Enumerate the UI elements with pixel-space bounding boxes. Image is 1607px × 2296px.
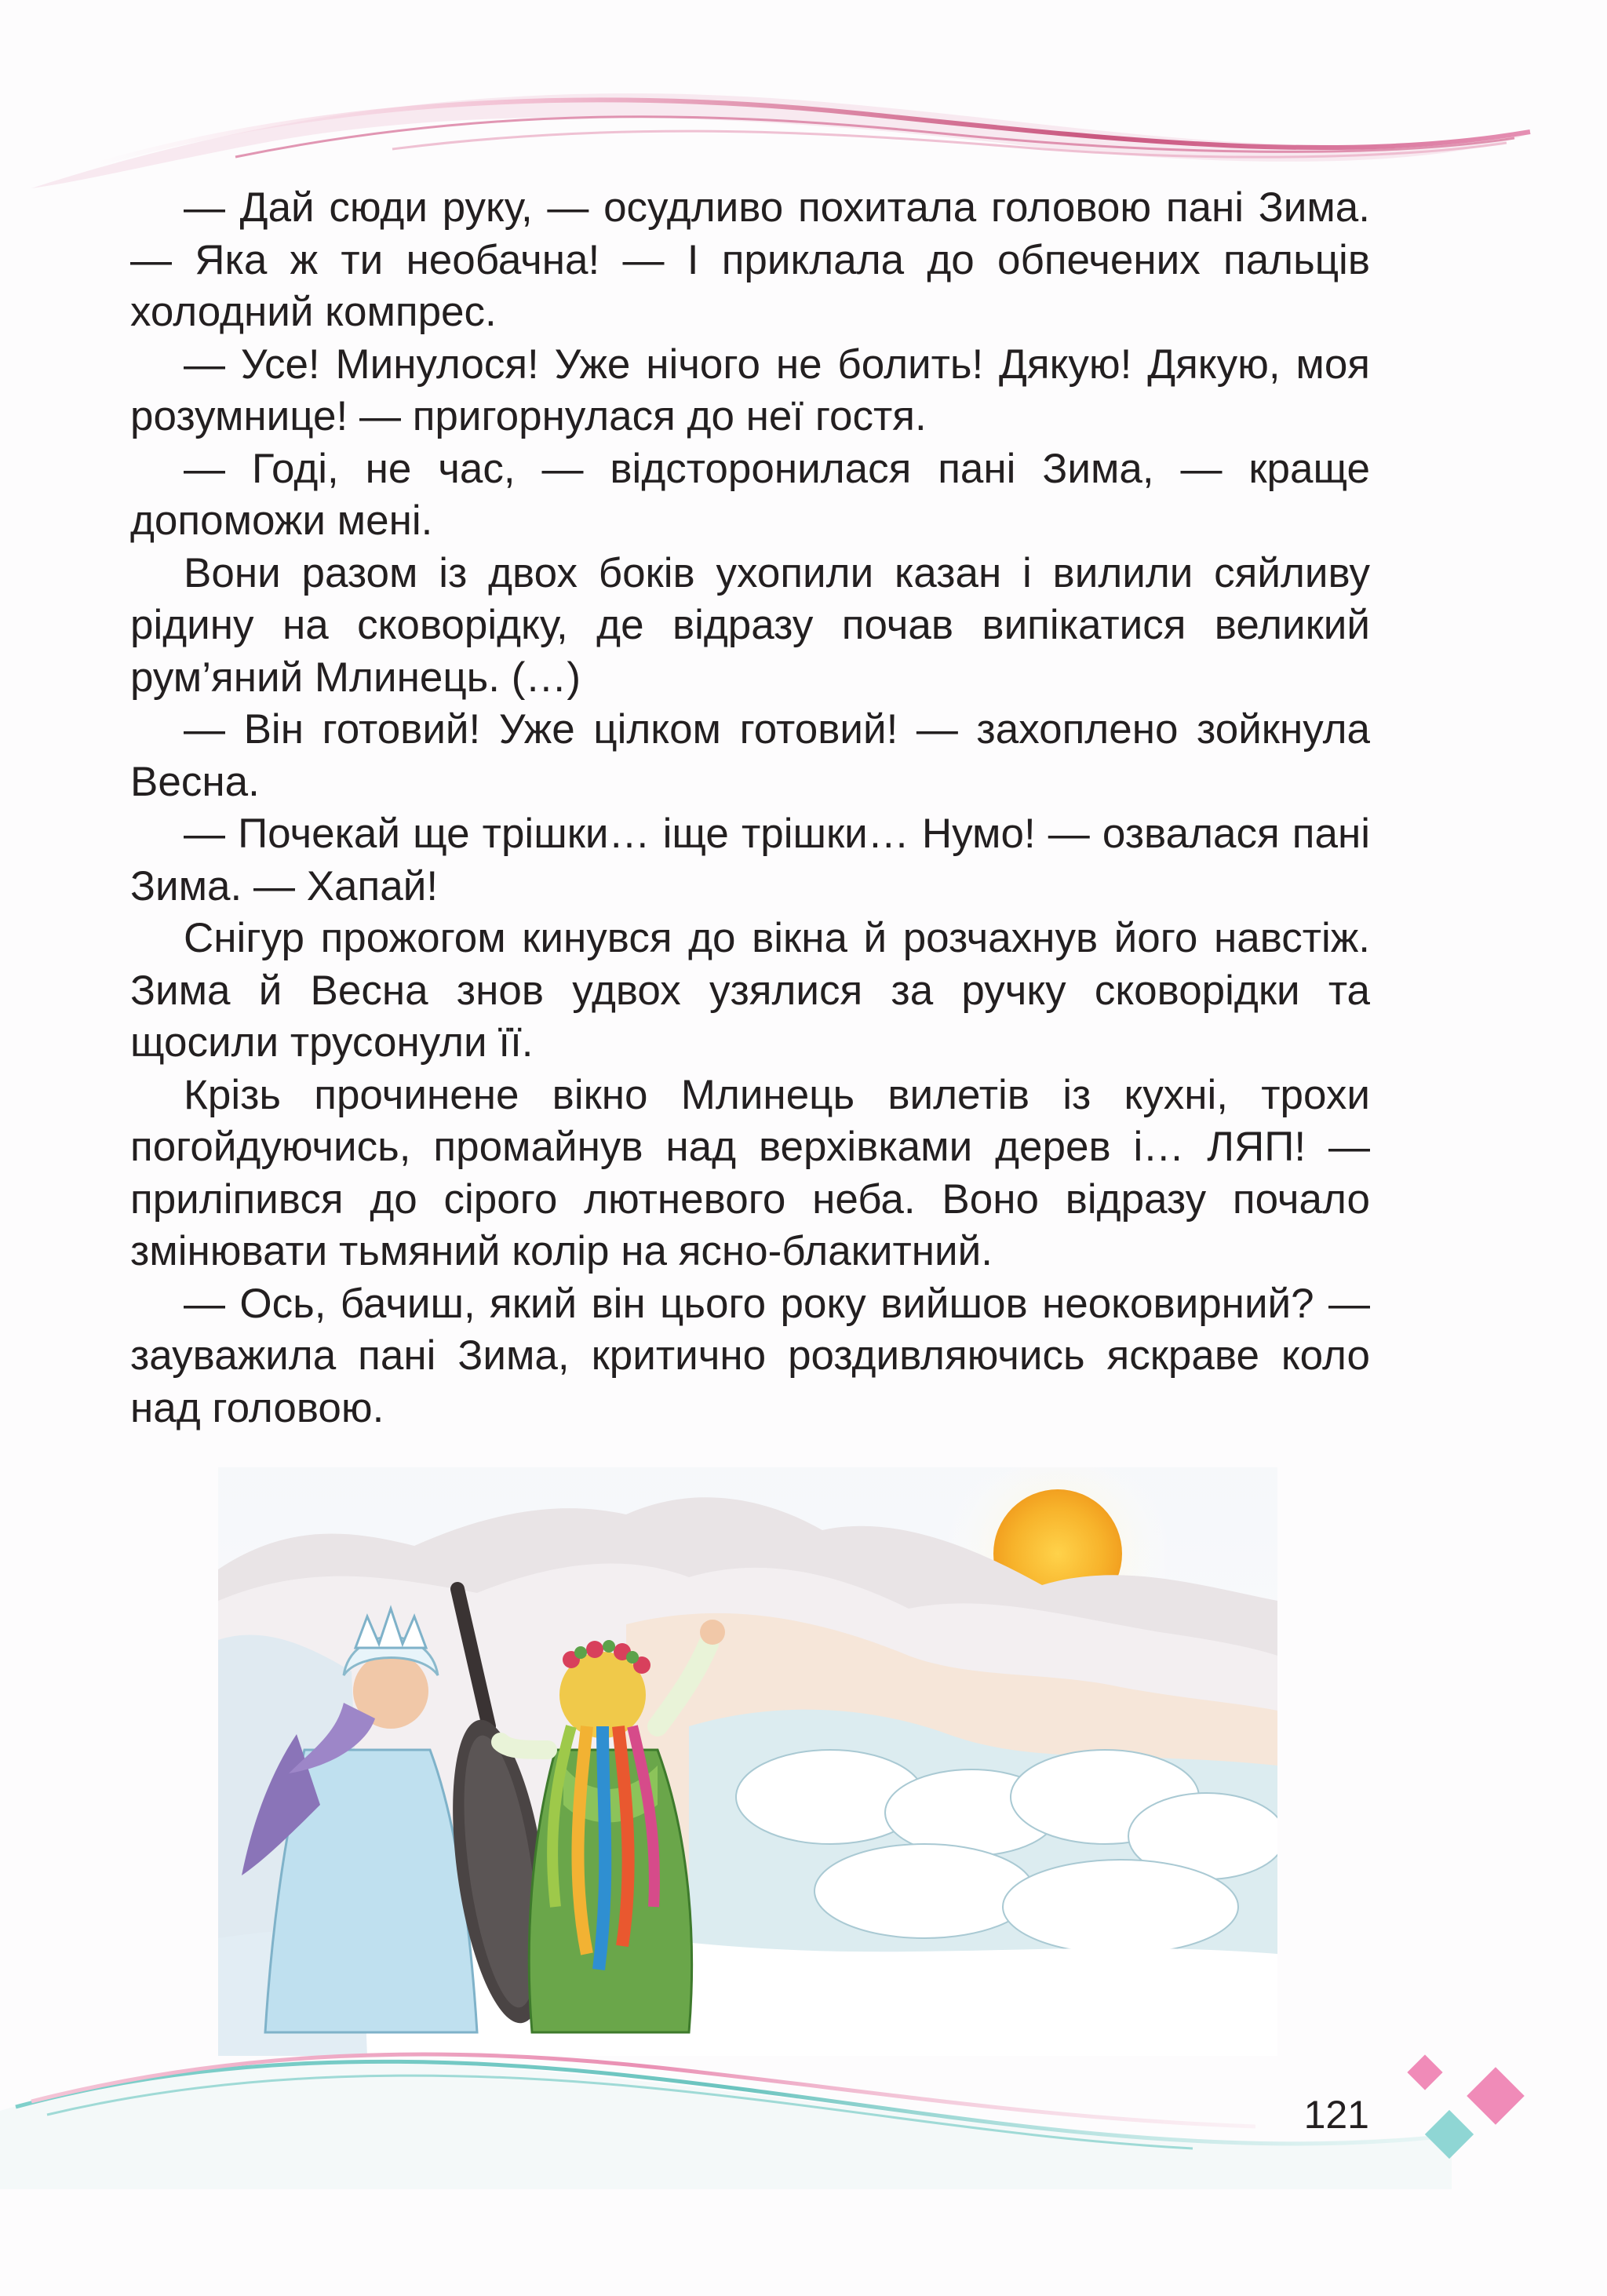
- paragraph-3: — Годі, не час, — відсторонилася пані Зима, — краще допоможи мені.: [130, 445, 1370, 544]
- winter-scene-image: [218, 1467, 1277, 2056]
- paragraph-1: — Дай сюди руку, — осудливо похитала головою пані Зима. — Яка ж ти необачна! — І приклала до обпечених пальців холодний компрес.: [130, 184, 1370, 335]
- paragraph-9: — Ось, бачиш, який він цього року вийшов неоковирний? — зауважила пані Зима, критично роздивляючись яскраве коло над головою.: [130, 1280, 1370, 1431]
- paragraph-7: Снігур прожогом кинувся до вікна й розчахнув його навстіж. Зима й Весна знов удвох узялися за ручку сковорідки та щосили трусонули її.: [130, 915, 1370, 1066]
- story-illustration: [218, 1467, 1277, 2056]
- paragraph-5: — Він готовий! Уже цілком готовий! — захоплено зойкнула Весна.: [130, 706, 1370, 805]
- teal-diamond: [1425, 2110, 1474, 2159]
- decorative-diamonds: [1397, 2048, 1554, 2174]
- paragraph-2: — Усе! Минулося! Уже нічого не болить! Дякую! Дякую, моя розумнице! — пригорнулася до неї гостя.: [130, 341, 1370, 439]
- paragraph-4: Вони разом із двох боків ухопили казан і вилили сяйливу рідину на сковорідку, де відразу почав випікатися великий рум’яний Млинець. (…): [130, 549, 1370, 701]
- small-pink-diamond: [1407, 2054, 1442, 2090]
- story-text: [130, 182, 1370, 1434]
- paragraph-8: Крізь прочинене вікно Млинець вилетів із кухні, трохи погойдуючись, промайнув над верхівками дерев і… ЛЯП! — приліпився до сірого лютневого неба. Воно відразу почало змінювати тьмяний колір на ясно-блакитний.: [130, 1071, 1370, 1274]
- paragraph-6: — Почекай ще трішки… іще трішки… Нумо! — озвалася пані Зима. — Хапай!: [130, 811, 1370, 909]
- page-number: 121: [1303, 2093, 1369, 2137]
- large-pink-diamond: [1467, 2067, 1525, 2125]
